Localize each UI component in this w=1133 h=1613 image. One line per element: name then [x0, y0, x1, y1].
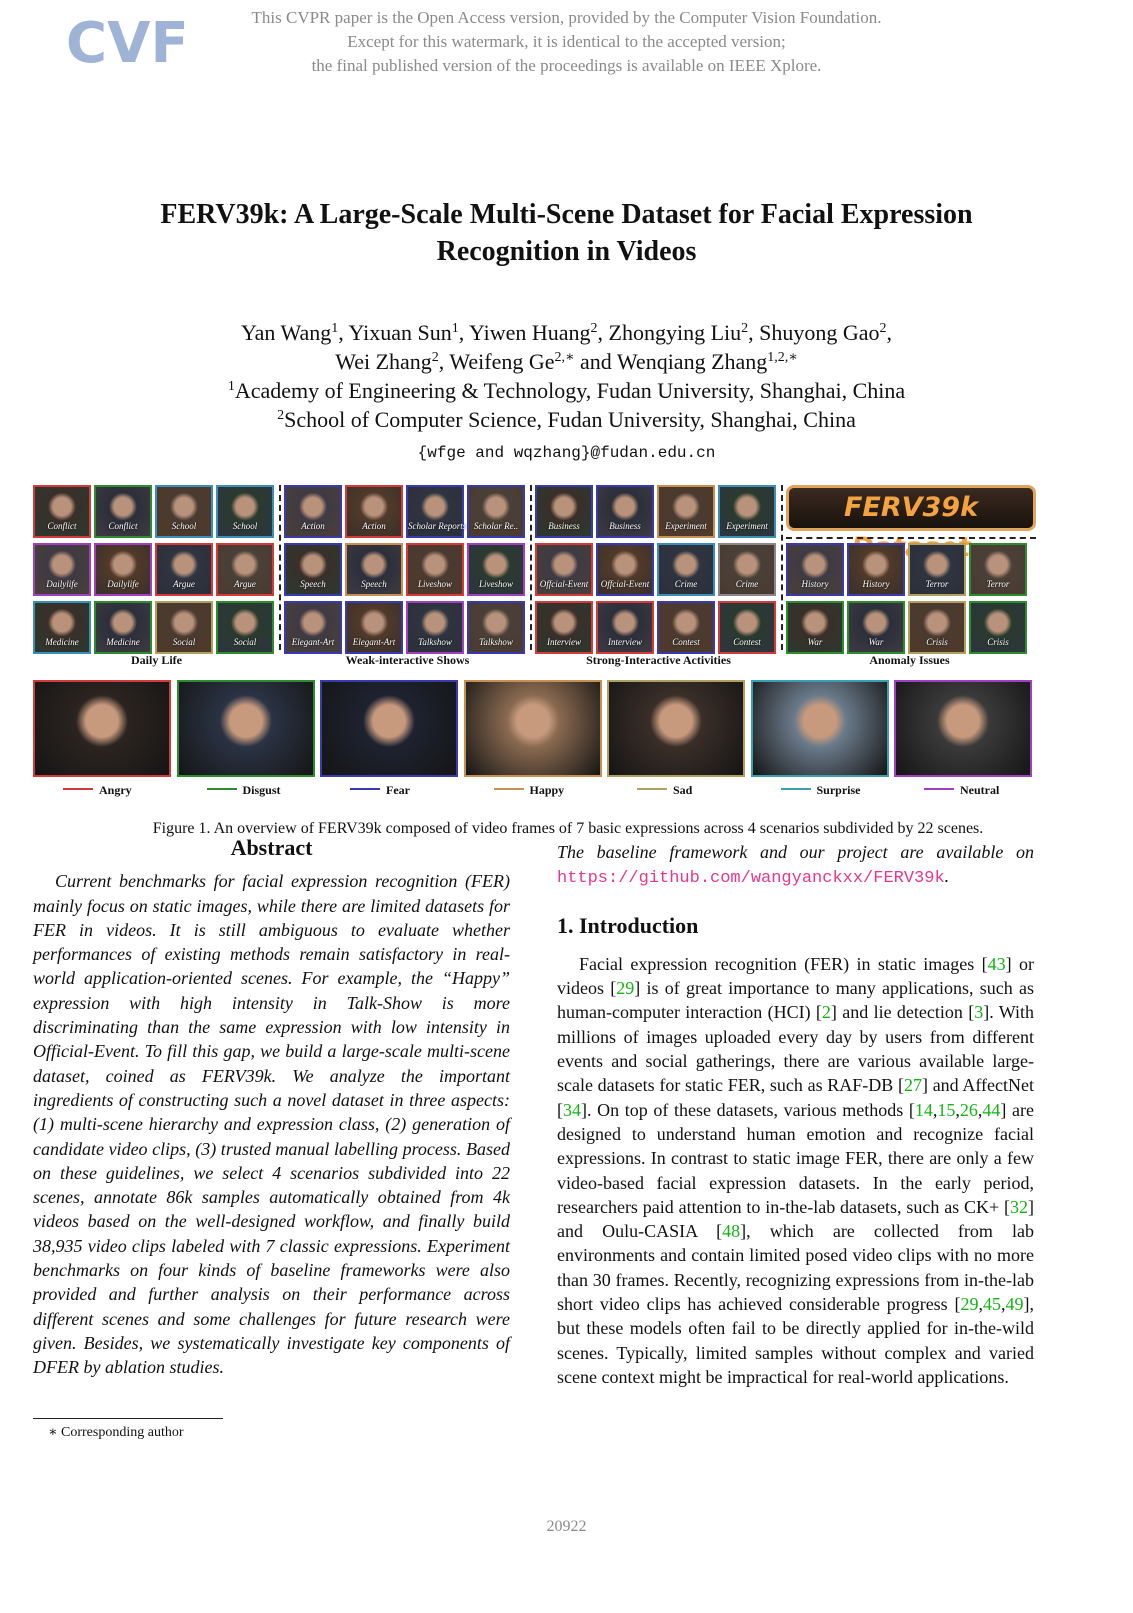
scene-label: Contest	[733, 637, 761, 647]
intro-text-run: ,	[978, 1294, 983, 1315]
scene-label: Argue	[234, 579, 256, 589]
dataset-separator	[786, 537, 1036, 539]
legend-line-icon	[494, 788, 524, 790]
scene-thumbnail	[345, 485, 403, 538]
intro-text-run: ]. With millions of images uploaded every day by users from different events and social gatherings, there are various available large-scale datasets for static FER, such as RAF-DB [	[557, 1002, 1034, 1096]
scene-thumbnail	[657, 601, 715, 654]
legend-line-icon	[637, 788, 667, 790]
scenario-label: Weak-interactive Shows	[345, 653, 470, 667]
intro-text-run: ] are designed to understand human emotion and recognize facial expressions. In contrast to static image FER, there are only a few video-based facial expression datasets. In the early period, researchers paid attention to in-the-lab datasets, such as CK+ [	[557, 1099, 1034, 1217]
affiliation-2: $^2$School of Computer Science, Fudan University, Shanghai, China	[277, 407, 856, 432]
legend-entry	[494, 783, 565, 798]
legend-entry	[207, 783, 281, 798]
author-affiliation-mark: 2	[879, 321, 887, 336]
legend-line-icon	[924, 788, 954, 790]
page-number: 20922	[546, 1518, 587, 1535]
scene-label: Conflict	[47, 521, 77, 531]
author-affiliation-mark: 2,∗	[554, 350, 575, 365]
scene-label: Interview	[547, 637, 581, 647]
scene-label: War	[807, 637, 823, 647]
scene-label: Experiment	[726, 521, 768, 531]
author-affiliation-mark: 1	[331, 321, 339, 336]
affiliation-1: $^1$Academy of Engineering & Technology, Fudan University, Shanghai, China	[227, 378, 906, 403]
scene-thumbnail	[284, 543, 342, 596]
author-affiliation-mark: 2	[741, 321, 749, 336]
scene-label: Elegant-Art	[352, 637, 396, 647]
citation-link[interactable]: 2	[821, 1002, 831, 1023]
scene-label: History	[862, 579, 890, 589]
citation-link[interactable]: 15	[937, 1099, 956, 1120]
author-name: Weifeng Ge	[449, 349, 555, 374]
scene-label: Medicine	[106, 637, 140, 647]
legend-label: Happy	[529, 783, 565, 797]
intro-text-run: Facial expression recognition (FER) in static images [	[579, 953, 988, 974]
scene-label: Action	[301, 521, 325, 531]
scene-thumbnail	[216, 601, 274, 654]
scene-thumbnail	[969, 601, 1027, 654]
citation-link[interactable]: 45	[983, 1294, 1001, 1315]
right-column	[557, 840, 1034, 1389]
expression-frame	[177, 680, 315, 777]
scene-thumbnail	[406, 601, 464, 654]
author-name: Wei Zhang	[335, 349, 432, 374]
legend-line-icon	[63, 788, 93, 790]
scene-thumbnail	[284, 485, 342, 538]
scene-thumbnail	[535, 601, 593, 654]
legend-label: Neutral	[960, 783, 1000, 797]
paper-title	[60, 196, 1073, 270]
author-separator: ,	[748, 320, 760, 345]
legend-line-icon	[350, 788, 380, 790]
scene-thumbnail	[467, 543, 525, 596]
expression-frame	[894, 680, 1032, 777]
citation-link[interactable]: 29	[960, 1294, 979, 1315]
scene-thumbnail	[94, 485, 152, 538]
expression-legend	[33, 783, 1103, 801]
watermark-line-1: This CVPR paper is the Open Access version, provided by the Computer Vision Foundation.	[251, 8, 882, 27]
scene-label: Talkshow	[479, 637, 513, 647]
scene-label: Liveshow	[478, 579, 513, 589]
scene-label: Crisis	[926, 637, 948, 647]
scene-thumbnail	[535, 485, 593, 538]
introduction-text	[557, 952, 1034, 1389]
scene-label: Scholar Reports	[408, 521, 467, 531]
scene-label: Crime	[735, 579, 759, 589]
scene-label: Crisis	[987, 637, 1009, 647]
author-affiliation-mark: 2	[590, 321, 598, 336]
author-affiliation-mark: 2	[431, 350, 439, 365]
scene-thumbnail	[596, 485, 654, 538]
scene-thumbnail	[718, 543, 776, 596]
scene-thumbnail	[33, 601, 91, 654]
citation-link[interactable]: 14	[914, 1099, 933, 1120]
scene-label: Business	[548, 521, 580, 531]
scene-thumbnail	[596, 601, 654, 654]
scene-label: War	[868, 637, 884, 647]
intro-text-run: ] and AffectNet [	[557, 1075, 1035, 1120]
intro-text-run: ], but these models often fail to be directly applied for in-the-wild scenes. Typically, limited samples without complex and varied scene context might be impractical for real-world applications.	[557, 1294, 1034, 1387]
scene-label: Liveshow	[417, 579, 452, 589]
scene-thumbnail	[847, 601, 905, 654]
author-email: {wfge and wqzhang}@fudan.edu.cn	[417, 444, 716, 462]
intro-text-run: ] is of great importance to many applications, such as human-computer interaction (HCI) [	[557, 978, 1035, 1023]
scene-label: Interview	[608, 637, 642, 647]
scene-thumbnail	[969, 543, 1027, 596]
author-separator: ,	[438, 349, 450, 374]
authors-line-1	[60, 318, 1073, 347]
scene-thumbnail	[155, 601, 213, 654]
citation-link[interactable]: 32	[1010, 1196, 1028, 1217]
dataset-logo: FERV39k	[786, 485, 1036, 531]
scene-label: Offcial-Event	[600, 579, 650, 589]
legend-label: Disgust	[242, 783, 281, 797]
scene-label: Contest	[672, 637, 700, 647]
scene-label: Argue	[173, 579, 195, 589]
scene-thumbnail	[657, 485, 715, 538]
author-name: Wenqiang Zhang	[616, 349, 768, 374]
scenario-label: Strong-Interactive Activities	[586, 653, 731, 667]
scene-thumbnail	[33, 485, 91, 538]
scene-label: History	[801, 579, 829, 589]
scene-thumbnail	[345, 543, 403, 596]
intro-text-run: ], which are collected from lab environments and contain limited posed video clips with no more than 30 frames. Recently, recognizing expressions from in-the-lab short video clips has achieved considerable progress [	[557, 1221, 1034, 1315]
scene-thumbnail	[284, 601, 342, 654]
scene-label: Business	[609, 521, 641, 531]
scene-thumbnail	[786, 543, 844, 596]
intro-text-run: ,	[932, 1099, 938, 1120]
scene-label: School	[171, 521, 197, 531]
scene-thumbnail	[406, 543, 464, 596]
scene-label: Offcial-Event	[539, 579, 589, 589]
scene-label: Terror	[925, 579, 949, 589]
citation-link[interactable]: 49	[1005, 1294, 1024, 1315]
scene-thumbnail	[216, 543, 274, 596]
expression-frame	[33, 680, 171, 777]
figure-caption: Figure 1. An overview of FERV39k composed of video frames of 7 basic expressions across 4 scenarios subdivided by 22 scenes.	[152, 820, 984, 837]
scene-thumbnail	[406, 485, 467, 538]
citation-link[interactable]: 48	[722, 1221, 741, 1242]
project-link[interactable]: https://github.com/wangyanckxx/FERV39k	[557, 869, 945, 889]
citation-link[interactable]: 26	[959, 1099, 978, 1120]
intro-text-run: ] and lie detection [	[830, 1002, 975, 1023]
scene-thumbnail	[345, 601, 403, 654]
scene-thumbnail	[155, 543, 213, 596]
author-affiliation-mark: 1,2,∗	[767, 350, 798, 365]
scene-thumbnail	[216, 485, 274, 538]
citation-link[interactable]: 27	[904, 1075, 922, 1096]
scene-label: Experiment	[665, 521, 707, 531]
footnote: ∗ Corresponding author	[48, 1425, 184, 1440]
scene-thumbnail	[33, 543, 91, 596]
citation-link[interactable]: 43	[987, 953, 1006, 974]
legend-entry	[924, 783, 999, 798]
legend-label: Surprise	[816, 783, 861, 797]
abstract-text: Current benchmarks for facial expression recognition (FER) mainly focus on static images, while there are limited datasets for FER in videos. It is still ambiguous to evaluate whether performances of existing methods remain satisfactory in real-world application-oriented scenes. For example, the “Happy” expression with high intensity in Talk-Show is more discriminating than the same expression with low intensity in Official-Event. To fill this gap, we build a large-scale multi-scene dataset, coined as FERV39k. We analyze the important ingredients of constructing such a novel dataset in three aspects: (1) multi-scene hierarchy and expression class, (2) generation of candidate video clips, (3) trusted manual labelling process. Based on these guidelines, we select 4 scenarios subdivided into 22 scenes, annotate 86k samples automatically obtained from 4k videos based on the well-designed workflow, and finally build 38,935 video clips labeled with 7 classic expressions. Experiment benchmarks on four kinds of baseline frameworks were also provided and further analysis on their performance across different scenes and some challenges for future research were given. Besides, we systematically investigate key components of DFER by ablation studies.	[33, 871, 510, 1378]
scenario-separator	[530, 485, 532, 650]
intro-text-run: ,	[955, 1099, 960, 1120]
availability-text: The baseline framework and our project are available on https://github.com/wangyanckxx/FERV39k.	[557, 842, 1034, 889]
scene-label: Terror	[986, 579, 1010, 589]
title-line-1: FERV39k: A Large-Scale Multi-Scene Dataset for Facial Expression	[160, 199, 973, 230]
title-line-2: Recognition in Videos	[436, 236, 697, 267]
legend-line-icon	[781, 788, 811, 790]
scene-label: Medicine	[45, 637, 79, 647]
abstract-heading: Abstract	[230, 835, 313, 860]
watermark-line-3: the final published version of the proceedings is available on IEEE Xplore.	[311, 56, 822, 75]
scene-label: Action	[362, 521, 386, 531]
introduction-heading: 1. Introduction	[557, 912, 699, 938]
scene-thumbnail	[908, 543, 966, 596]
intro-text-run: ,	[977, 1099, 983, 1120]
author-name: Yan Wang	[240, 320, 332, 345]
scene-thumbnail	[535, 543, 593, 596]
scene-label: Dailylife	[107, 579, 139, 589]
scene-thumbnail	[596, 543, 654, 596]
expression-frame	[320, 680, 458, 777]
scene-label: Social	[233, 637, 257, 647]
author-separator: and	[574, 349, 617, 374]
authors-line-2	[60, 347, 1073, 376]
legend-label: Angry	[99, 783, 132, 797]
figure-1	[33, 485, 1103, 810]
scenario-label: Anomaly Issues	[869, 653, 950, 667]
cvf-logo-text: CVF	[66, 11, 189, 76]
intro-text-run: ] and Oulu-CASIA [	[557, 1196, 1034, 1242]
scene-label: Scholar Re..	[473, 521, 519, 531]
citation-link[interactable]: 34	[563, 1099, 581, 1120]
scene-thumbnail	[467, 601, 525, 654]
scene-thumbnail	[908, 601, 966, 654]
scene-label: Social	[172, 637, 196, 647]
author-separator: ,	[458, 320, 469, 345]
legend-entry	[63, 783, 132, 798]
citation-link[interactable]: 29	[616, 978, 635, 999]
legend-entry	[781, 783, 861, 798]
scenario-separator	[781, 485, 783, 650]
footnote-rule	[33, 1418, 223, 1419]
expression-frame	[607, 680, 745, 777]
scene-label: Speech	[300, 579, 326, 589]
scenario-separator	[279, 485, 281, 650]
scene-label: Talkshow	[418, 637, 452, 647]
intro-text-run: ]. On top of these datasets, various methods [	[581, 1099, 915, 1120]
scene-label: School	[232, 521, 258, 531]
legend-label: Fear	[386, 783, 410, 797]
scene-label: Dailylife	[46, 579, 78, 589]
expression-frame	[751, 680, 889, 777]
scene-thumbnail	[94, 601, 152, 654]
author-separator: ,	[597, 320, 609, 345]
legend-label: Sad	[673, 783, 693, 797]
author-name: Shuyong Gao	[759, 320, 880, 345]
intro-text-run: ,	[1001, 1294, 1006, 1315]
legend-entry	[350, 783, 410, 798]
author-separator: ,	[886, 320, 893, 345]
expression-frame	[464, 680, 602, 777]
legend-line-icon	[207, 788, 237, 790]
scene-thumbnail	[847, 543, 905, 596]
author-name: Yiwen Huang	[468, 320, 591, 345]
scene-thumbnail	[718, 601, 776, 654]
scene-label: Elegant-Art	[291, 637, 335, 647]
scene-thumbnail	[786, 601, 844, 654]
scene-thumbnail	[467, 485, 525, 538]
intro-text-run: ] or videos [	[557, 953, 1034, 999]
scene-label: Crime	[674, 579, 698, 589]
watermark-line-2: Except for this watermark, it is identical to the accepted version;	[347, 32, 786, 51]
scene-label: Conflict	[108, 521, 138, 531]
scenario-label: Daily Life	[131, 653, 182, 667]
author-separator: ,	[338, 320, 349, 345]
author-name: Yixuan Sun	[348, 320, 452, 345]
citation-link[interactable]: 3	[974, 1002, 984, 1023]
scene-thumbnail	[718, 485, 776, 538]
scene-thumbnail	[94, 543, 152, 596]
author-block	[60, 318, 1073, 434]
author-name: Zhongying Liu	[608, 320, 742, 345]
legend-entry	[637, 783, 692, 798]
scene-thumbnail	[657, 543, 715, 596]
citation-link[interactable]: 44	[982, 1099, 1001, 1120]
left-column	[33, 836, 510, 1380]
scene-label: Speech	[361, 579, 387, 589]
author-affiliation-mark: 1	[451, 321, 459, 336]
scene-thumbnail	[155, 485, 213, 538]
cvf-logo-icon	[66, 10, 189, 76]
